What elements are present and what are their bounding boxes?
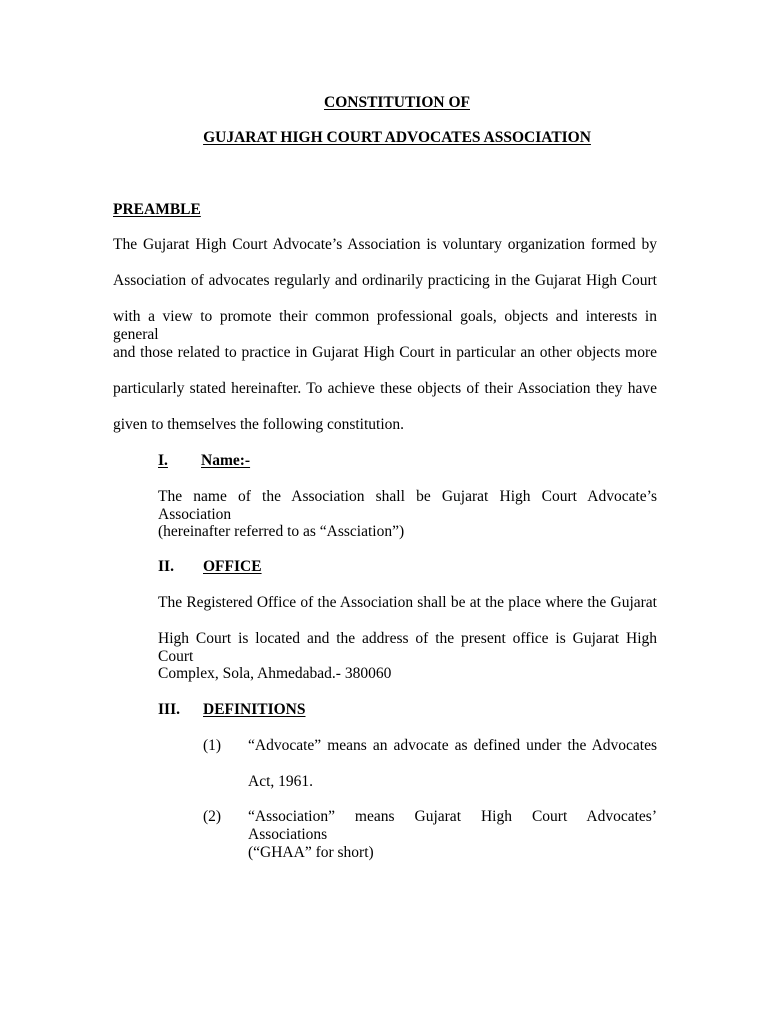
title-line-2: GUJARAT HIGH COURT ADVOCATES ASSOCIATION bbox=[203, 129, 591, 146]
section-3-number: III. bbox=[158, 701, 180, 718]
section-1-line: The name of the Association shall be Gujarat High Court Advocate’s Association bbox=[158, 488, 657, 523]
preamble-line: given to themselves the following constitution. bbox=[113, 416, 405, 433]
definition-text: (“GHAA” for short) bbox=[248, 844, 374, 861]
definition-number: (1) bbox=[203, 737, 222, 754]
preamble-line: with a view to promote their common professional goals, objects and interests in general bbox=[113, 308, 657, 343]
section-2-line: The Registered Office of the Association shall be at the place where the Gujarat bbox=[158, 594, 657, 611]
section-2-number: II. bbox=[158, 558, 174, 575]
preamble-line: and those related to practice in Gujarat High Court in particular an other objects more bbox=[113, 344, 657, 361]
section-1-number: I. bbox=[158, 452, 168, 469]
definition-text: “Advocate” means an advocate as defined under the Advocates bbox=[248, 737, 657, 754]
section-1-heading: Name:- bbox=[201, 452, 251, 469]
section-2-heading: OFFICE bbox=[203, 558, 262, 575]
preamble-line: The Gujarat High Court Advocate’s Association is voluntary organization formed by bbox=[113, 236, 657, 253]
definition-number: (2) bbox=[203, 808, 222, 825]
section-1-line: (hereinafter referred to as “Assciation”) bbox=[158, 523, 405, 540]
section-2-line: Complex, Sola, Ahmedabad.- 380060 bbox=[158, 665, 392, 682]
section-3-heading: DEFINITIONS bbox=[203, 701, 306, 718]
title-line-1: CONSTITUTION OF bbox=[324, 94, 470, 111]
preamble-line: Association of advocates regularly and ordinarily practicing in the Gujarat High Court bbox=[113, 272, 657, 289]
definition-text: “Association” means Gujarat High Court Advocates’ Associations bbox=[248, 808, 657, 843]
preamble-heading: PREAMBLE bbox=[113, 201, 201, 218]
preamble-line: particularly stated hereinafter. To achieve these objects of their Association they have bbox=[113, 380, 657, 397]
section-2-line: High Court is located and the address of the present office is Gujarat High Court bbox=[158, 630, 657, 665]
definition-text: Act, 1961. bbox=[248, 773, 314, 790]
